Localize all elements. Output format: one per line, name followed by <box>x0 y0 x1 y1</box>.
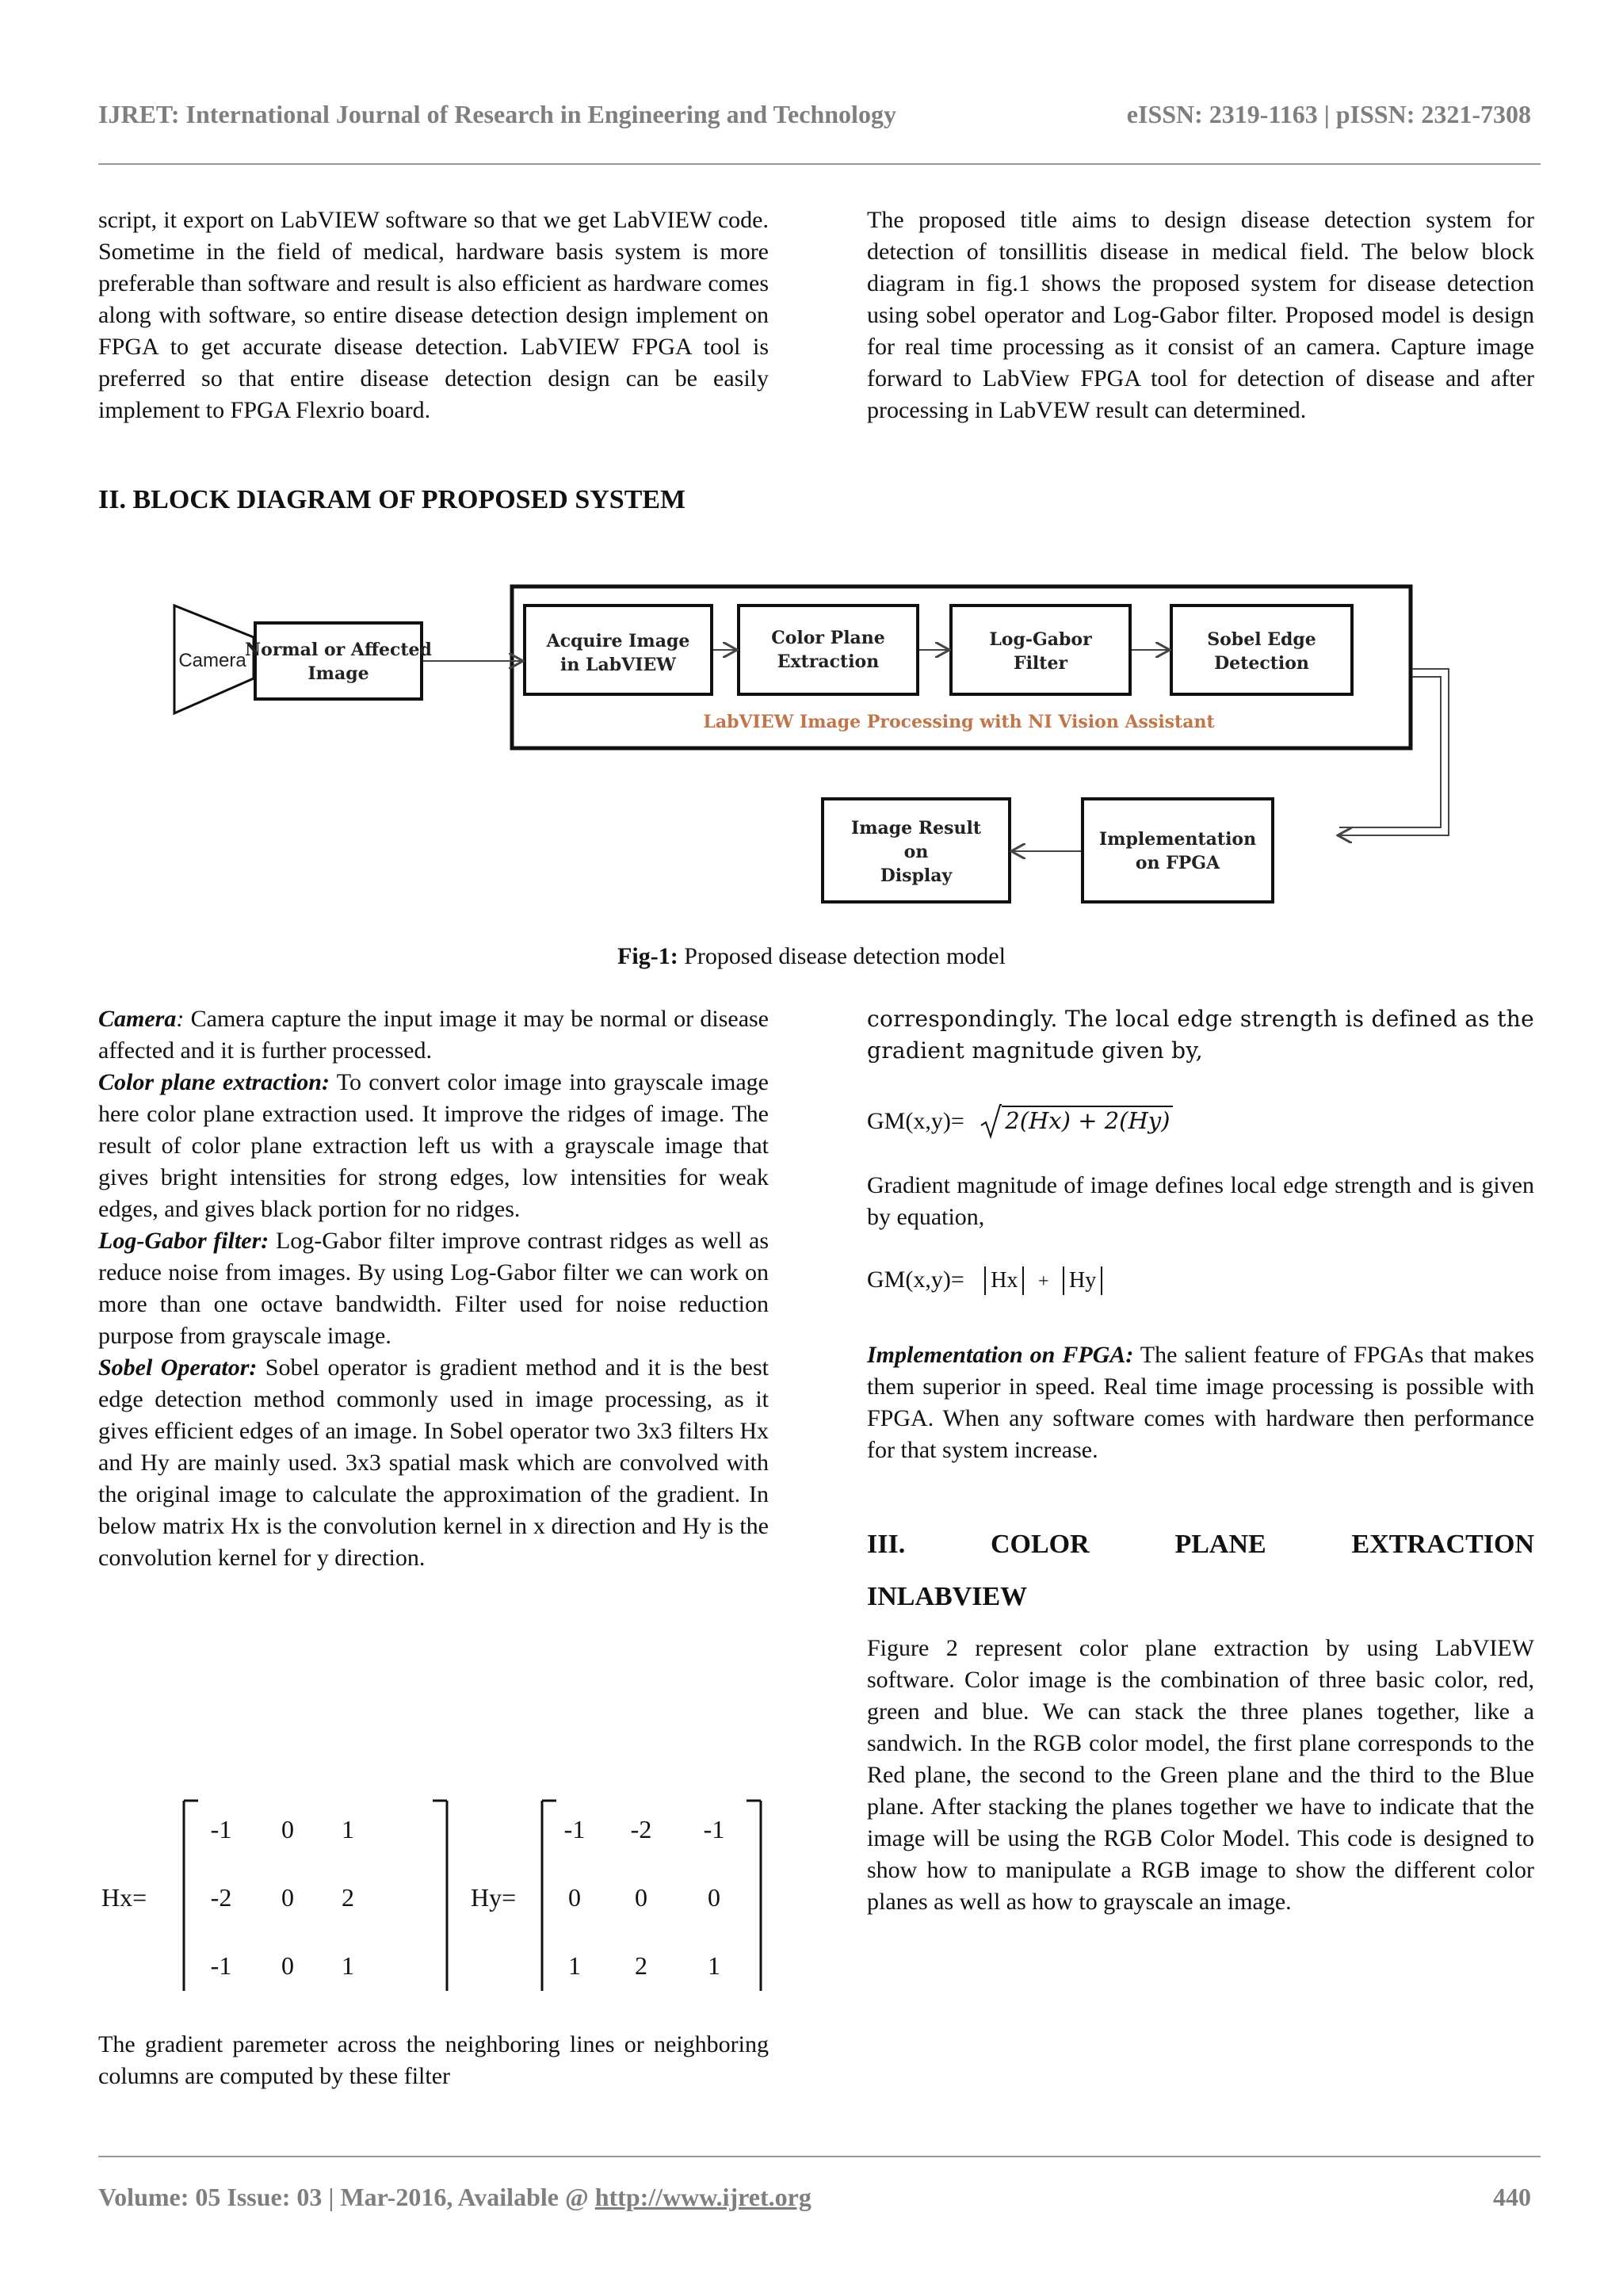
section-3-paragraph <box>867 1633 1534 1918</box>
gm-label-2: GM(x,y)= <box>867 1266 964 1293</box>
connector-labview-to-fpga-inner <box>1339 677 1441 827</box>
abs-hx-text: Hx <box>991 1268 1018 1293</box>
gradient-paragraph <box>98 2029 769 2092</box>
footer-rule <box>98 2156 1541 2157</box>
acquire-label-2: in LabVIEW <box>560 655 676 675</box>
section-3-heading-line2: INLABVIEW <box>867 1582 1028 1611</box>
fpga-paragraph <box>867 1339 1534 1466</box>
footer-volume <box>98 2183 812 2212</box>
figure-caption-label: Fig-1: <box>617 943 678 969</box>
gm-description: Gradient magnitude of image defines local edge strength and is given by equation, <box>867 1172 1534 1230</box>
sobel-term: Sobel Operator: <box>98 1354 258 1381</box>
hy-r0c0: -1 <box>563 1815 586 1843</box>
hx-r2c2: 1 <box>342 1951 354 1980</box>
labview-caption: LabVIEW Image Processing with NI Vision Assistant <box>703 712 1215 732</box>
color-plane-text: To convert color image into grayscale image here color plane extraction used. It improve the ridges of image. The result of color plane extraction left us with a grayscale image that gives bright intensities for strong edges, low intensities for weak edges, and gives black portion for no ridges. <box>98 1069 769 1222</box>
acquire-label-1: Acquire Image <box>546 631 690 651</box>
gm-sqrt <box>980 1103 1173 1140</box>
sobel-box <box>1171 606 1352 694</box>
hy-r1c0: 0 <box>568 1883 581 1912</box>
connector-labview-to-fpga <box>1339 669 1449 835</box>
hy-label: Hy= <box>471 1883 517 1912</box>
gm-formula: 2(Hx) + 2(Hy) <box>1002 1106 1173 1134</box>
hx-r1c0: -2 <box>210 1883 232 1912</box>
fpga-term: Implementation on FPGA: <box>867 1342 1134 1368</box>
color-plane-paragraph <box>98 1067 769 1225</box>
log-gabor-box <box>951 606 1130 694</box>
log-gabor-term: Log-Gabor filter: <box>98 1228 269 1254</box>
block-diagram <box>166 574 1466 915</box>
log-gabor-text: Log-Gabor filter improve contrast ridges as well as reduce noise from images. By using Log-Gabor filter we can work on more than one octave bandwidth. Filter used for noise reduction purpose from grayscale image. <box>98 1228 769 1349</box>
result-label-2: on <box>903 842 929 862</box>
hy-r2c1: 2 <box>635 1951 647 1980</box>
abs-hy-text: Hy <box>1069 1268 1097 1293</box>
hx-r0c0: -1 <box>210 1815 232 1843</box>
sobel-text: Sobel operator is gradient method and it is the best edge detection method commonly used in image processing, as it gives efficient edges of an image. In Sobel operator two 3x3 filters Hx and Hy are mainly used. 3x3 spatial mask which are convolved with the original image to calculate the approximation of the gradient. In below matrix Hx is the convolution kernel in x direction and Hy is the convolution kernel for y direction. <box>98 1354 769 1571</box>
color-plane-box <box>739 606 918 694</box>
section-3-word-extraction: EXTRACTION <box>1351 1530 1534 1559</box>
section-3-word-color: COLOR <box>991 1530 1090 1559</box>
normal-image-label-2: Image <box>307 663 369 684</box>
color-plane-term: Color plane extraction: <box>98 1069 330 1095</box>
camera-paragraph <box>98 1003 769 1067</box>
log-gabor-paragraph <box>98 1225 769 1352</box>
sobel-label-1: Sobel Edge <box>1207 629 1316 650</box>
correspondingly-text: correspondingly. The local edge strength is defined as the gradient magnitude given by, <box>867 1006 1534 1064</box>
fpga-label-1: Implementation <box>1098 829 1257 850</box>
hx-r0c2: 1 <box>342 1815 354 1843</box>
hy-r1c2: 0 <box>708 1883 720 1912</box>
journal-title: IJRET: International Journal of Research in Engineering and Technology <box>98 100 896 128</box>
top-right-paragraph <box>867 204 1534 426</box>
section-3-number: III. <box>867 1530 906 1559</box>
sqrt-symbol <box>980 1103 1002 1140</box>
color-plane-label-1: Color Plane <box>771 628 885 648</box>
hx-label: Hx= <box>101 1883 147 1912</box>
normal-image-box <box>255 623 422 699</box>
figure-caption-text: Proposed disease detection model <box>678 943 1006 969</box>
footer-link[interactable]: http://www.ijret.org <box>594 2183 812 2211</box>
hx-r0c1: 0 <box>281 1815 294 1843</box>
lower-left-column <box>98 1003 769 1574</box>
color-plane-label-2: Extraction <box>777 651 880 672</box>
camera-label: Camera <box>178 650 246 671</box>
hx-r2c1: 0 <box>281 1951 294 1980</box>
hy-r1c1: 0 <box>635 1883 647 1912</box>
sobel-label-2: Detection <box>1214 653 1309 674</box>
fpga-text: The salient feature of FPGAs that makes them superior in speed. Real time image processing is possible with FPGA. When any software comes with hardware then performance for that system increase. <box>867 1342 1534 1463</box>
top-right-text: The proposed title aims to design disease detection system for detection of tonsillitis disease in medical field. The below block diagram in fig.1 shows the proposed system for disease detection using sobel operator and Log-Gabor filter. Proposed model is design for real time processing as it consist of an camera. Capture image forward to LabView FPGA tool for detection of disease and after processing in LabVEW result can determined. <box>867 207 1534 423</box>
section-3-word-plane: PLANE <box>1174 1530 1266 1559</box>
result-label-1: Image Result <box>850 818 982 839</box>
camera-colon: : <box>176 1006 185 1032</box>
figure-caption <box>0 943 1623 970</box>
gm-equation-2 <box>867 1266 1102 1295</box>
top-left-text: script, it export on LabVIEW software so that we get LabVIEW code. Sometime in the field of medical, hardware basis system is more preferable than software and result is also efficient as hardware comes along with software, so entire disease detection design implement on FPGA to get accurate disease detection. LabVIEW FPGA tool is preferred so that entire disease detection design can be easily implement to FPGA Flexrio board. <box>98 207 769 423</box>
normal-image-label-1: Normal or Affected <box>245 640 432 660</box>
issn-numbers: eISSN: 2319-1163 | pISSN: 2321-7308 <box>1126 100 1531 128</box>
abs-hy <box>1063 1266 1102 1295</box>
fpga-box <box>1083 799 1273 902</box>
gm-description-paragraph <box>867 1170 1534 1233</box>
page-number: 440 <box>1493 2183 1531 2211</box>
camera-text: Camera capture the input image it may be normal or disease affected and it is further processed. <box>98 1006 769 1064</box>
camera-term: Camera <box>98 1006 177 1032</box>
footer-prefix: Volume: 05 Issue: 03 | Mar-2016, Available @ <box>98 2183 595 2211</box>
hx-r2c0: -1 <box>210 1951 232 1980</box>
log-gabor-label-1: Log-Gabor <box>989 629 1092 650</box>
hy-r2c0: 1 <box>568 1951 581 1980</box>
correspondingly-paragraph <box>867 1003 1534 1067</box>
hx-r1c1: 0 <box>281 1883 294 1912</box>
gm-equation-1 <box>867 1103 1173 1140</box>
gm-label-1: GM(x,y)= <box>867 1108 964 1134</box>
sobel-paragraph <box>98 1352 769 1574</box>
section-3-heading <box>867 1530 1534 1560</box>
header-rule <box>98 163 1541 165</box>
plus-sign: + <box>1037 1271 1049 1292</box>
gradient-text: The gradient paremeter across the neighboring lines or neighboring columns are computed by these filter <box>98 2031 769 2089</box>
log-gabor-label-2: Filter <box>1013 653 1068 674</box>
section-2-heading: II. BLOCK DIAGRAM OF PROPOSED SYSTEM <box>98 485 686 514</box>
hy-r0c2: -1 <box>703 1815 725 1843</box>
abs-hx <box>984 1266 1024 1295</box>
section-3-text: Figure 2 represent color plane extraction by using LabVIEW software. Color image is the combination of three basic color, red, green and blue. We can stack the three planes together, like a sandwich. In the RGB color model, the first plane corresponds to the Red plane, the second to the Green plane and the third to the Blue plane. After stacking the planes together we have to indicate that the image will be using the RGB Color Model. This code is designed to show how to manipulate a RGB image to show the different color planes as well as how to grayscale an image. <box>867 1635 1534 1915</box>
hx-r1c2: 2 <box>342 1883 354 1912</box>
top-left-paragraph <box>98 204 769 426</box>
hy-r0c1: -2 <box>630 1815 652 1843</box>
sobel-matrices <box>98 1793 780 1999</box>
hy-r2c2: 1 <box>708 1951 720 1980</box>
fpga-label-2: on FPGA <box>1135 853 1220 873</box>
result-label-3: Display <box>880 865 953 886</box>
